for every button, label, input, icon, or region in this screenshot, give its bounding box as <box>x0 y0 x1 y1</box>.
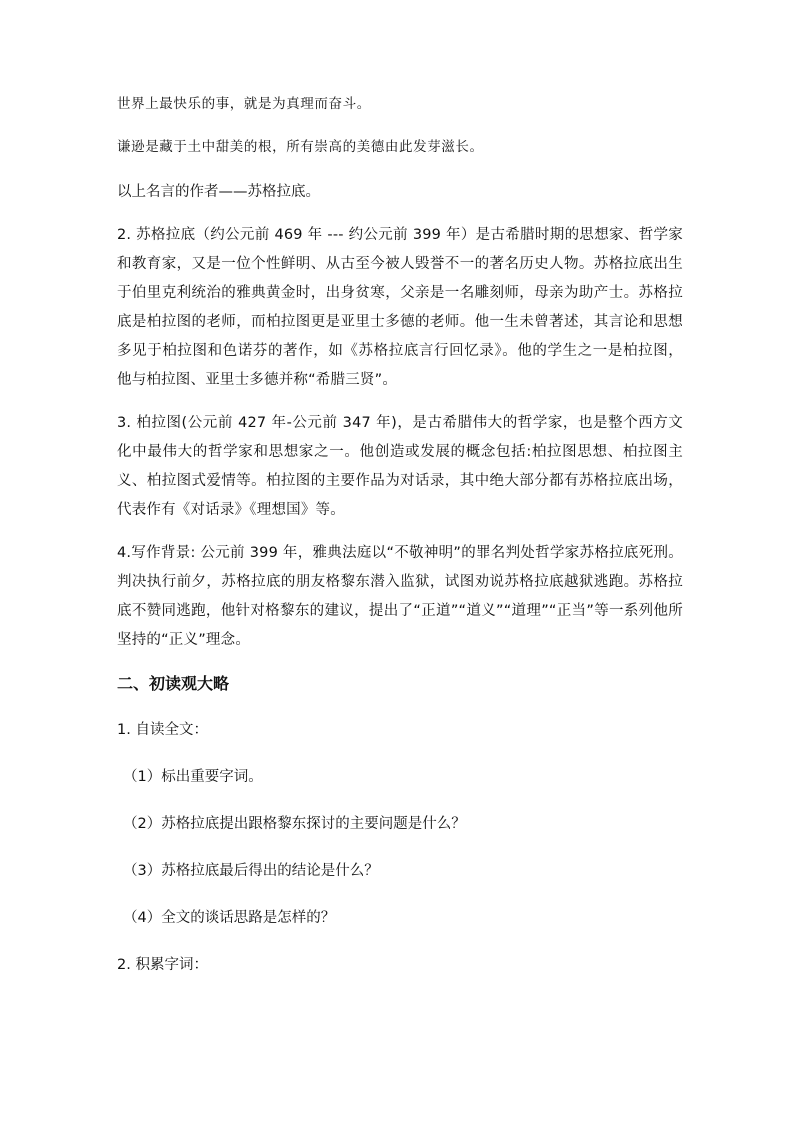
step1-item-2: （2）苏格拉底提出跟格黎东探讨的主要问题是什么？ <box>123 816 466 832</box>
quote-2: 谦逊是藏于土中甜美的根，所有崇高的美德由此发芽滋长。 <box>117 139 484 155</box>
quote-1: 世界上最快乐的事，就是为真理而奋斗。 <box>117 96 371 112</box>
step1-item-3: （3）苏格拉底最后得出的结论是什么？ <box>123 863 379 879</box>
paragraph-socrates: 2. 苏格拉底（约公元前 469 年 --- 约公元前 399 年）是古希腊时期的思想家、哲学家和教育家，又是一位个性鲜明、从古至今被人毁誉不一的著名历史人物。苏格拉底出生于伯里克利统治的雅典黄金时，出身贫寒，父亲是一名雕刻师，母亲为助产士。苏格拉底是柏拉图的老师，而柏拉图更是亚里士多德的老师。他一生未曾著述，其言论和思想多见于柏拉图和色诺芬的著作，如《苏格拉底言行回忆录》。他的学生之一是柏拉图，他与柏拉图、亚里士多德并称“希腊三贤”。 <box>117 227 683 388</box>
author-line: 以上名言的作者——苏格拉底。 <box>117 184 320 200</box>
step1-item-1: （1）标出重要字词。 <box>123 769 263 785</box>
document-page <box>117 92 683 998</box>
step2-label: 2. 积累字词： <box>117 957 208 973</box>
paragraph-plato: 3. 柏拉图(公元前 427 年-公元前 347 年)，是古希腊伟大的哲学家，也是整个西方文化中最伟大的哲学家和思想家之一。他创造或发展的概念包括:柏拉图思想、柏拉图主义、柏拉图式爱情等。柏拉图的主要作品为对话录，其中绝大部分都有苏格拉底出场，代表作有《对话录》《理想国》等。 <box>117 415 683 518</box>
section-heading: 二、初读观大略 <box>117 674 230 693</box>
paragraph-background: 4.写作背景: 公元前 399 年，雅典法庭以“不敬神明”的罪名判处哲学家苏格拉底死刑。判决执行前夕，苏格拉底的朋友格黎东潜入监狱，试图劝说苏格拉底越狱逃跑。苏格拉底不赞同逃跑，他针对格黎东的建议，提出了“正道”“道义”“道理”“正当”等一系列他所坚持的“正义”理念。 <box>117 545 683 648</box>
step1-label: 1. 自读全文： <box>117 722 208 738</box>
step1-item-4: （4）全文的谈话思路是怎样的？ <box>123 910 336 926</box>
